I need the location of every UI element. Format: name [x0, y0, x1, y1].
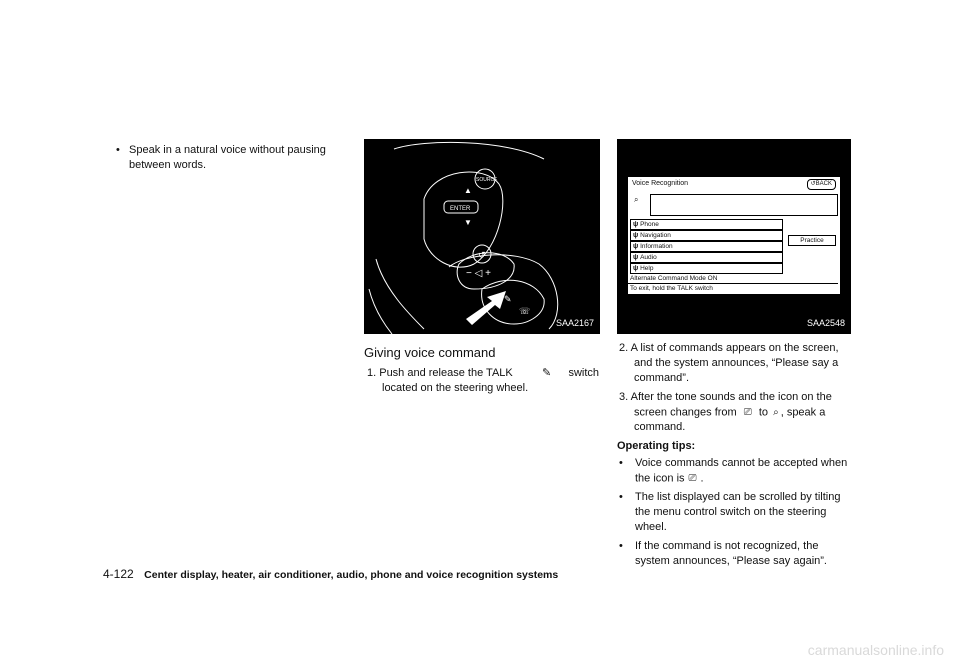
svg-text:▼: ▼	[464, 218, 472, 227]
figure-right-label: SAA2548	[806, 318, 845, 328]
steering-wheel-figure	[364, 139, 600, 334]
step-1-line-2: located on the steering wheel.	[382, 382, 529, 394]
tip-3-line-2: system announces, “Please say again”.	[635, 555, 827, 567]
step-3-line-1: 3. After the tone sounds and the icon on the	[619, 391, 832, 403]
step-3-text-b: to	[758, 406, 769, 419]
listening-off-icon: ⎚	[688, 473, 697, 484]
bullet-mark: •	[116, 144, 120, 156]
voice-icon: ψ	[633, 221, 639, 228]
listening-off-icon: ⎚	[743, 407, 752, 418]
step-2-line-3: command”.	[634, 372, 690, 384]
voice-screen-figure	[617, 139, 851, 334]
tip-1-line-1: Voice commands cannot be accepted when	[635, 457, 848, 469]
step-1	[367, 366, 599, 396]
tips-heading: Operating tips:	[617, 440, 696, 452]
menu-item-navigation[interactable]: ψ Navigation	[630, 230, 783, 241]
tip-1-line-2: the icon is	[635, 472, 685, 485]
tip-1: • Voice commands cannot be accepted when the icon is ⎚ .	[619, 457, 848, 485]
listening-on-icon: ⌕	[773, 407, 779, 418]
menu-item-information[interactable]: ψ Information	[630, 241, 783, 252]
chapter-title: Center display, heater, air conditioner, audio, phone and voice recognition systems	[144, 569, 559, 581]
section-heading: Giving voice command	[364, 345, 496, 360]
svg-text:▲: ▲	[464, 186, 472, 195]
watermark-text: carmanualsonline.info	[807, 642, 944, 658]
bullet-mark: •	[619, 491, 623, 503]
bullet-mark: •	[619, 457, 623, 469]
voice-icon: ψ	[633, 254, 639, 261]
menu-item-audio[interactable]: ψ Audio	[630, 252, 783, 263]
bullet-speak-naturally	[116, 143, 356, 175]
step-2-line-2: and the system announces, “Please say a	[634, 357, 839, 369]
tip-2-line-1: The list displayed can be scrolled by tilting	[635, 491, 841, 503]
voice-icon: ψ	[633, 265, 639, 272]
voice-icon: ψ	[633, 243, 639, 250]
svg-text:✎: ✎	[504, 294, 512, 304]
tip-2-line-2: the menu control switch on the steering	[635, 506, 827, 518]
svg-text:− ◁ +: − ◁ +	[466, 268, 491, 279]
menu-item-help[interactable]: ψ Help	[630, 263, 783, 274]
menu-item-phone[interactable]: ψ Phone	[630, 219, 783, 230]
tip-3-line-1: If the command is not recognized, the	[635, 540, 819, 552]
back-icon: ↺	[810, 181, 816, 187]
alt-mode-status: Alternate Command Mode ON	[630, 275, 718, 282]
step-3-text-a: screen changes from	[634, 406, 737, 419]
tip-2-line-3: wheel.	[635, 521, 667, 533]
practice-button[interactable]: Practice	[788, 235, 836, 246]
back-label: BACK	[815, 181, 832, 187]
svg-text:↺: ↺	[478, 250, 486, 260]
talk-switch-icon: ✎	[542, 367, 552, 379]
tip-2	[619, 490, 853, 536]
bullet-mark: •	[619, 540, 623, 552]
step-2	[619, 341, 853, 386]
arrow-pointer	[466, 291, 506, 325]
step-1-text: 1. Push and release the TALK	[367, 367, 513, 379]
talk-icon: ⌕	[634, 195, 639, 204]
tip-3	[619, 539, 853, 571]
page-footer	[103, 565, 558, 583]
voice-recognition-screen	[627, 176, 841, 295]
figure-left-label: SAA2167	[555, 318, 594, 328]
page-number: 4-122	[103, 567, 134, 581]
screen-title[interactable]: Voice Recognition	[632, 180, 689, 187]
step-3	[619, 390, 853, 435]
step-3-line-3: command.	[634, 421, 686, 434]
source-button-label: SOURCE	[476, 177, 498, 183]
step-2-line-1: 2. A list of commands appears on the screen,	[619, 342, 839, 354]
speak-line-1: Speak in a natural voice without pausing	[129, 144, 326, 156]
enter-button-label: ENTER	[450, 206, 471, 212]
exit-hint: To exit, hold the TALK switch	[628, 283, 838, 293]
steering-wheel-illustration	[364, 139, 600, 334]
step-3-text-c: , speak a	[780, 406, 826, 419]
voice-icon: ψ	[633, 232, 639, 239]
status-box	[650, 194, 838, 216]
step-1-switch: switch	[568, 367, 599, 379]
speak-line-2: between words.	[129, 159, 207, 171]
back-button[interactable]	[807, 179, 836, 190]
svg-text:☏: ☏	[519, 306, 531, 316]
